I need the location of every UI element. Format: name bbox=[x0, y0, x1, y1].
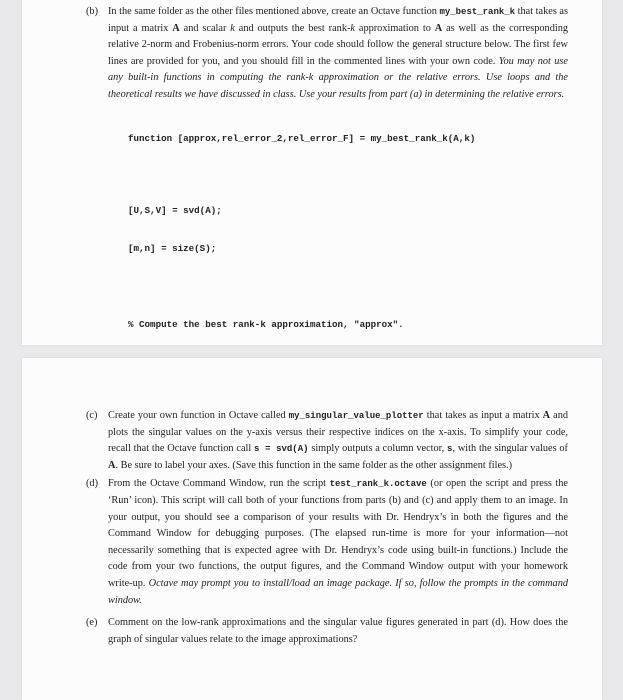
code-line-size: [m,n] = size(S); bbox=[128, 242, 217, 254]
part-e-label: (e) bbox=[86, 617, 98, 629]
code-line-function: function [approx,rel_error_2,rel_error_F] = my_best_rank_k(A,k) bbox=[128, 132, 476, 144]
code-comment-approx: % Compute the best rank-k approximation, "approx". bbox=[128, 318, 404, 330]
part-d-text: From the Octave Command Window, run the script test_rank_k.octave (or open the script and press the ‘Run’ icon). This script will call both of your functions from parts (b) and (c) and apply them to an image. In your output, you should see a comparison of your results with Dr. Hendryx’s in both the figures and the Command Window for debugging purposes. (The elapsed run-time is more for your information—not necessarily something that is expected agree with Dr. Hendryx’s code using built-in functions.) Include the code from your two functions, the output figures, and the Command Window output with your homework write-up. Octave may prompt you to install/load an image package. If so, follow the prompts in the command window. bbox=[108, 478, 568, 606]
part-d-italic-note: Octave may prompt you to install/load an image package. If so, follow the prompts in the command window. bbox=[108, 577, 568, 606]
page-1 bbox=[22, 0, 602, 345]
function-name-singular-value-plotter: my_singular_value_plotter bbox=[288, 411, 424, 421]
part-b-text: In the same folder as the other files mentioned above, create an Octave function my_best_rank_k that takes as input a matrix A and scalar k and outputs the best rank-k approximation to A as well as the corresponding relative 2-norm and Frobenius-norm errors. Your code should follow the general structure below. The first few lines are provided for you, and you should fill in the commented lines with your own code. You may not use any built-in functions in computing the rank-k approximation or the relative errors. Use loops and the theoretical results we have discussed in class. Use your results from part (a) in determining the relative errors. bbox=[108, 6, 568, 100]
part-e-text: Comment on the low-rank approximations and the singular value figures generated in part (d). How does the graph of singular values relate to the image approximations? bbox=[108, 617, 568, 645]
part-c-text: Create your own function in Octave called my_singular_value_plotter that takes as input a matrix A and plots the singular values on the y-axis versus their respective indices on the x-axis. To simplify your code, recall that the Octave function call s = svd(A) simply outputs a column vector, s, with the singular values of A. Be sure to label your axes. (Save this function in the same folder as the other assignment files.) bbox=[108, 410, 568, 471]
part-d bbox=[86, 476, 568, 609]
function-name-my-best-rank-k: my_best_rank_k bbox=[439, 7, 516, 17]
script-name-test-rank-k: test_rank_k.octave bbox=[329, 479, 427, 490]
part-b-italic-note: You may not use any built-in functions in computing the rank-k approximation or the relative errors. Use loops and the theoretical results we have discussed in class. Use your results from part (a) in determining the relative errors. bbox=[108, 55, 568, 100]
code-line-svd: [U,S,V] = svd(A); bbox=[128, 204, 222, 216]
part-d-label: (d) bbox=[86, 478, 99, 490]
part-c-label: (c) bbox=[86, 410, 98, 421]
part-c bbox=[86, 408, 568, 474]
part-e bbox=[86, 615, 568, 648]
page-2 bbox=[22, 358, 602, 700]
part-b-label: (b) bbox=[86, 6, 99, 17]
svd-call-code: s = svd(A) bbox=[254, 444, 309, 455]
